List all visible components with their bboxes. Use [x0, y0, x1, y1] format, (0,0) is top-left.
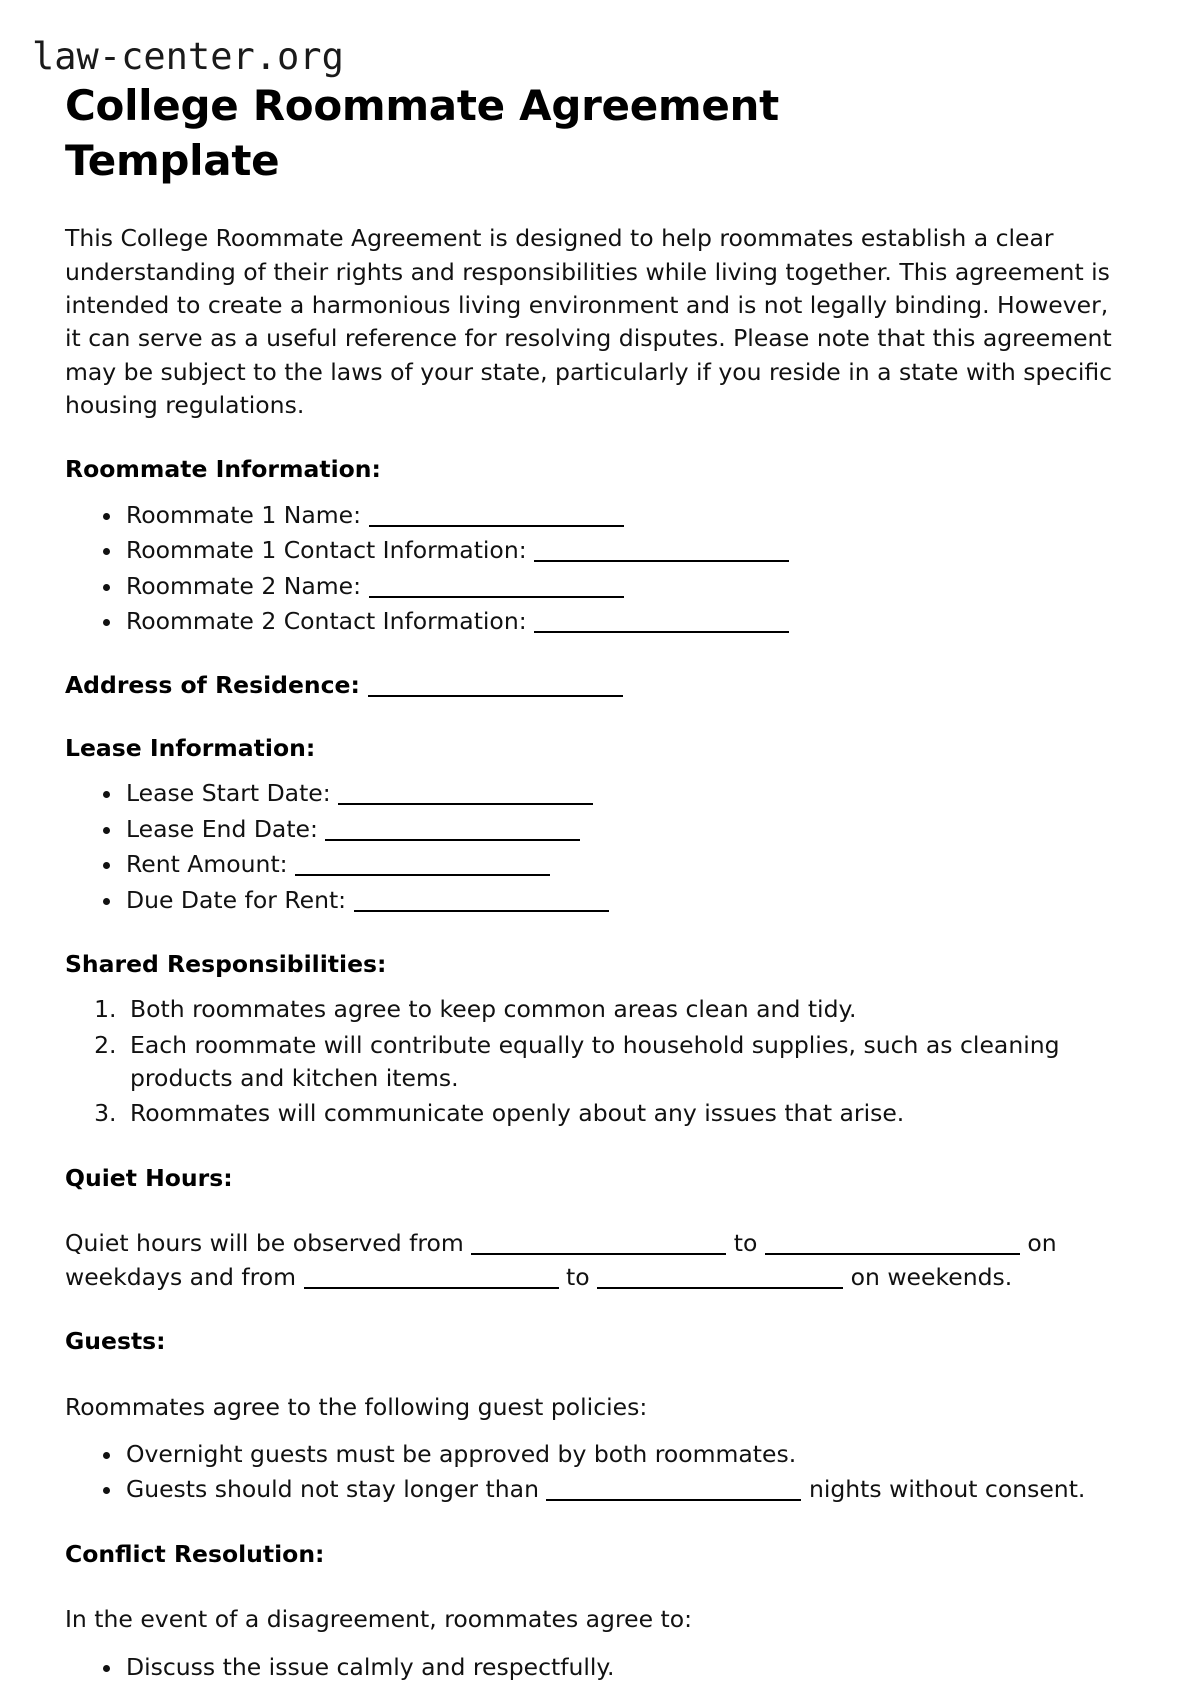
list-item: 2. Each roommate will contribute equally to household supplies, such as cleaning products and kitchen items.: [124, 1029, 1121, 1096]
blank-field[interactable]: [546, 1483, 801, 1501]
field-label: Lease End Date:: [126, 814, 318, 843]
field-label: Roommate 1 Name:: [126, 500, 362, 529]
list-item: [124, 534, 1121, 567]
conflict-resolution-intro: In the event of a disagreement, roommates agree to:: [65, 1605, 693, 1634]
field-label: Lease Start Date:: [126, 779, 331, 808]
lease-information-list: [65, 777, 1121, 916]
blank-field[interactable]: [369, 509, 624, 527]
field-label: Roommate 2 Name:: [126, 571, 362, 600]
blank-field[interactable]: [338, 787, 593, 805]
list-item: • Overnight guests must be approved by both roommates.: [124, 1438, 1121, 1471]
list-item: [124, 777, 1121, 810]
heading-label: Address of Residence:: [65, 671, 360, 700]
field-label: Roommate 2 Contact Information:: [126, 606, 527, 635]
quiet-hours-text-2: to: [733, 1229, 758, 1258]
shared-responsibilities-list: [65, 993, 1121, 1130]
blank-field[interactable]: [325, 823, 580, 841]
quiet-hours-text-3: on weekdays and from: [65, 1229, 1057, 1291]
blank-field[interactable]: [534, 615, 789, 633]
list-item: 3. Roommates will communicate openly about any issues that arise.: [124, 1097, 1121, 1130]
site-name: law-center.org: [32, 35, 344, 78]
heading-shared-responsibilities: Shared Responsibilities:: [65, 949, 387, 978]
guests-item-suffix: nights without consent.: [808, 1475, 1086, 1504]
list-item: [124, 499, 1121, 532]
intro-paragraph: This College Roommate Agreement is designed to help roommates establish a clear understanding of their rights and responsibilities while living together. This agreement is intended to create a harmonious living environment and is not legally binding. However, it can serve as a useful reference for resolving disputes. Please note that this agreement may be subject to the laws of your state, particularly if you reside in a state with specific housing regulations.: [65, 224, 1113, 419]
field-label: Rent Amount:: [126, 850, 288, 879]
blank-field[interactable]: [597, 1271, 843, 1289]
blank-field[interactable]: [368, 679, 623, 697]
list-item: [124, 848, 1121, 881]
guests-list: [65, 1438, 1121, 1507]
blank-field[interactable]: [471, 1237, 726, 1255]
field-label: Roommate 1 Contact Information:: [126, 536, 527, 565]
roommate-information-list: [65, 499, 1121, 638]
list-item: [124, 884, 1121, 917]
heading-guests: Guests:: [65, 1327, 166, 1356]
quiet-hours-text-1: Quiet hours will be observed from: [65, 1229, 464, 1258]
quiet-hours-text-4: to: [566, 1262, 590, 1291]
quiet-hours-paragraph: [65, 1227, 1121, 1294]
conflict-resolution-list: [65, 1651, 1121, 1684]
heading-conflict-resolution: Conflict Resolution:: [65, 1539, 325, 1568]
blank-field[interactable]: [354, 894, 609, 912]
guests-item-prefix: Guests should not stay longer than: [126, 1475, 539, 1504]
blank-field[interactable]: [295, 858, 550, 876]
list-item: • Discuss the issue calmly and respectfully.: [124, 1651, 1121, 1684]
heading-lease-information: Lease Information:: [65, 733, 316, 762]
list-item: [124, 605, 1121, 638]
document-body: [65, 222, 1121, 1684]
quiet-hours-text-5: on weekends.: [850, 1262, 1013, 1291]
heading-roommate-information: Roommate Information:: [65, 455, 381, 484]
heading-address-of-residence: [65, 670, 1121, 701]
blank-field[interactable]: [534, 544, 789, 562]
blank-field[interactable]: [369, 580, 624, 598]
list-item: [124, 813, 1121, 846]
blank-field[interactable]: [765, 1237, 1020, 1255]
list-item: 1. Both roommates agree to keep common areas clean and tidy.: [124, 993, 1121, 1026]
list-item: [124, 1473, 1121, 1506]
list-item: [124, 570, 1121, 603]
guests-intro: Roommates agree to the following guest policies:: [65, 1392, 648, 1421]
field-label: Due Date for Rent:: [126, 885, 347, 914]
heading-quiet-hours: Quiet Hours:: [65, 1163, 233, 1192]
blank-field[interactable]: [304, 1271, 559, 1289]
page-title: College Roommate Agreement Template: [65, 81, 779, 185]
